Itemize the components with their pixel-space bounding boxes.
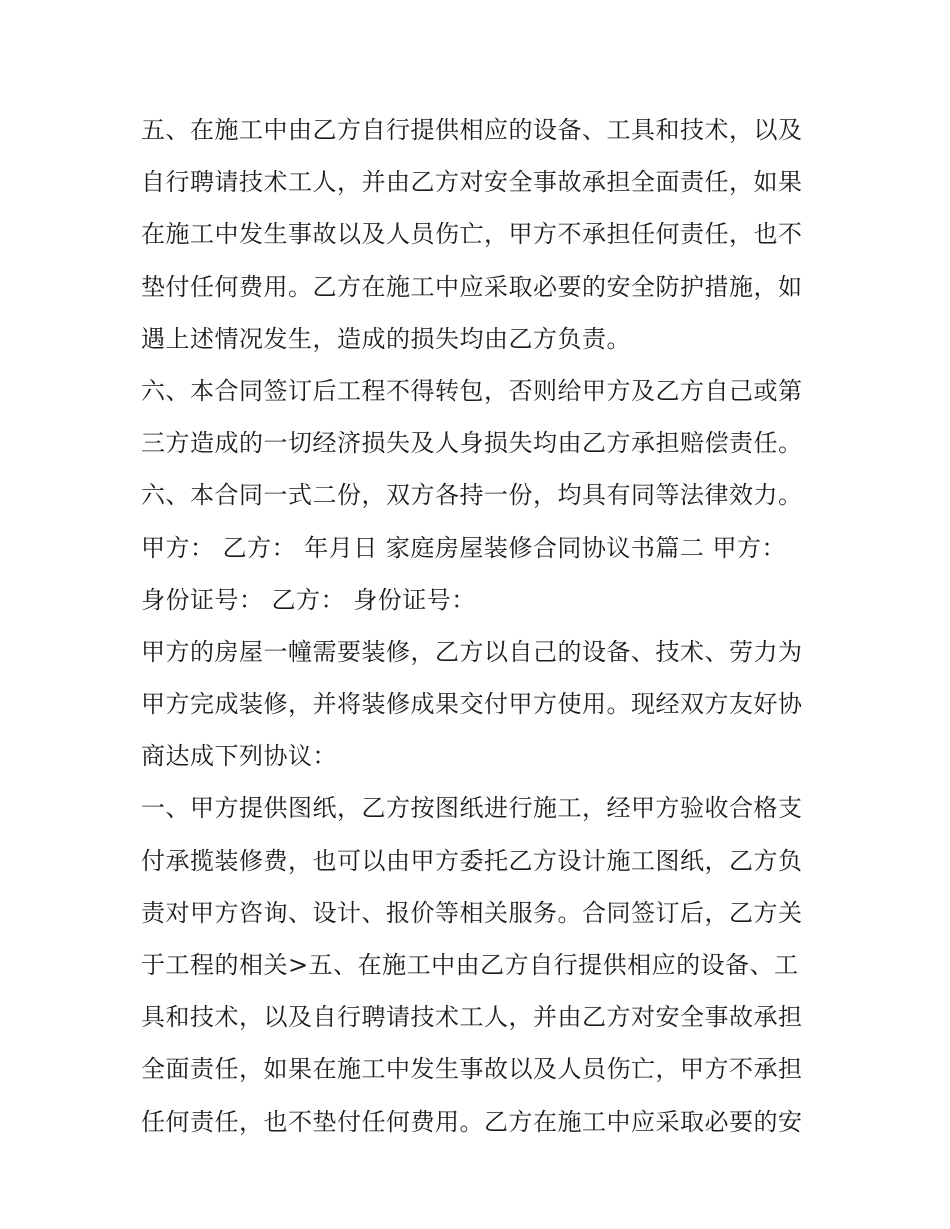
- text-line: 甲方： 乙方： 年月日 家庭房屋装修合同协议书篇二 甲方：: [141, 533, 787, 562]
- text-line: 垫付任何费用。乙方在施工中应采取必要的安全防护措施，如: [141, 272, 803, 301]
- text-line: 五、在施工中由乙方自行提供相应的设备、工具和技术，以及: [141, 116, 803, 144]
- text-line: 一、甲方提供图纸，乙方按图纸进行施工，经甲方验收合格支: [141, 794, 803, 823]
- text-line: 甲方完成装修，并将装修成果交付甲方使用。现经双方友好协: [141, 690, 803, 719]
- text-line: 遇上述情况发生，造成的损失均由乙方负责。: [141, 324, 631, 353]
- text-line: 六、本合同一式二份，双方各持一份，均具有同等法律效力。: [141, 481, 803, 510]
- text-line: 自行聘请技术工人，并由乙方对安全事故承担全面责任，如果: [141, 168, 803, 197]
- text-line: 在施工中发生事故以及人员伤亡，甲方不承担任何责任，也不: [141, 220, 803, 249]
- text-line: 具和技术，以及自行聘请技术工人，并由乙方对安全事故承担: [141, 1003, 803, 1032]
- text-line: 于工程的相关>五、在施工中由乙方自行提供相应的设备、工: [141, 951, 799, 979]
- text-line: 六、本合同签订后工程不得转包，否则给甲方及乙方自己或第: [141, 376, 803, 405]
- text-line: 身份证号： 乙方： 身份证号：: [141, 585, 476, 614]
- text-line: 任何责任，也不垫付任何费用。乙方在施工中应采取必要的安: [141, 1107, 803, 1136]
- text-line: 商达成下列协议：: [141, 742, 337, 771]
- text-line: 全面责任，如果在施工中发生事故以及人员伤亡，甲方不承担: [141, 1055, 803, 1084]
- document-body: [141, 104, 816, 1148]
- text-line: 甲方的房屋一幢需要装修，乙方以自己的设备、技术、劳力为: [141, 637, 803, 666]
- text-line: 责对甲方咨询、设计、报价等相关服务。合同签订后，乙方关: [141, 898, 803, 927]
- text-line: 三方造成的一切经济损失及人身损失均由乙方承担赔偿责任。: [141, 429, 803, 458]
- text-line: 付承揽装修费，也可以由甲方委托乙方设计施工图纸，乙方负: [141, 846, 803, 875]
